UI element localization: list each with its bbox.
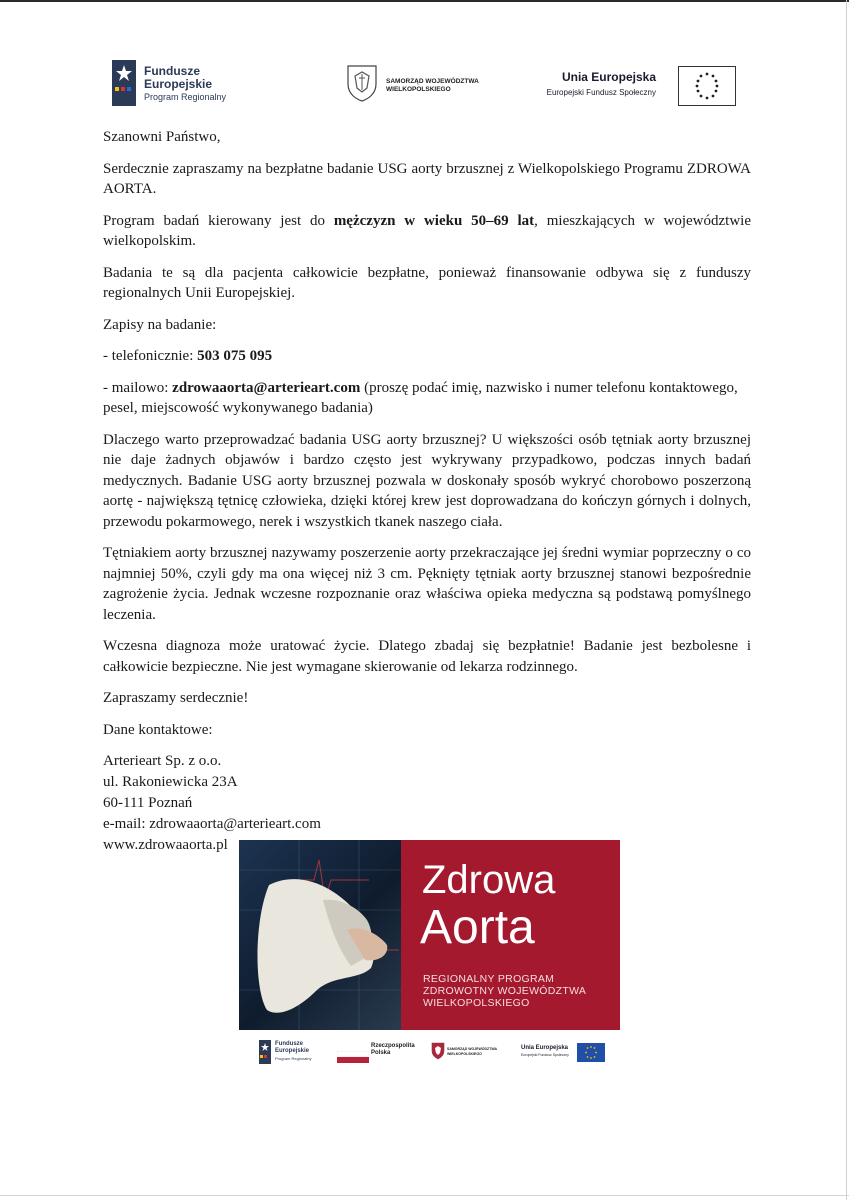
footer-fe3: Program Regionalny xyxy=(275,1056,312,1061)
paragraph-early-diagnosis: Wczesna diagnoza może uratować życie. Dlatego zbadaj się bezpłatnie! Badanie jest bezbolesne i całkowicie bezpieczne. Nie jest wymagane skierowanie od lekarza rodzinnego. xyxy=(103,638,751,675)
footer-fe-text xyxy=(275,1041,311,1062)
paragraph-target-group xyxy=(103,211,751,252)
mail-address-link[interactable]: zdrowaaorta@arterieart.com xyxy=(172,379,361,396)
footer-rp1: Rzeczpospolita xyxy=(371,1043,415,1049)
fe-title-line2: Europejskie xyxy=(144,77,213,91)
paragraph-funding: Badania te są dla pacjenta całkowicie bezpłatne, ponieważ finansowanie odbywa się z funduszy regionalnych Unii Europejskiej. xyxy=(103,264,751,301)
header-logos xyxy=(0,56,849,116)
wlkp-line1: SAMORZĄD WOJEWÓDZTWA xyxy=(386,78,479,85)
ue-subtitle: Europejski Fundusz Społeczny xyxy=(546,88,656,97)
banner-sub-line1: REGIONALNY PROGRAM xyxy=(423,973,555,985)
scan-bottom-edge xyxy=(0,1195,849,1196)
fe-subtitle: Program Regionalny xyxy=(144,92,227,102)
paragraph-registration: Zapisy na badanie: xyxy=(103,316,217,333)
polish-flag-icon xyxy=(337,1051,369,1063)
footer-rp2: Polska xyxy=(371,1050,391,1056)
scan-right-edge xyxy=(846,0,847,1200)
greeting: Szanowni Państwo, xyxy=(103,129,221,145)
letter-body xyxy=(103,127,751,856)
paragraph-closing: Zapraszamy serdecznie! xyxy=(103,690,249,706)
contact-street: ul. Rakoniewicka 23A xyxy=(103,774,238,790)
footer-wl1: SAMORZĄD WOJEWÓDZTWA xyxy=(447,1047,497,1051)
footer-fe2: Europejskie xyxy=(275,1048,310,1054)
registration-phone xyxy=(103,346,751,367)
footer-fe1: Fundusze xyxy=(275,1041,303,1047)
footer-wl2: WIELKOPOLSKIEGO xyxy=(447,1051,482,1056)
footer-ue2: Europejski Fundusz Społeczny xyxy=(521,1053,569,1057)
contact-company: Arterieart Sp. z o.o. xyxy=(103,753,222,769)
wlkp-line2: WIELKOPOLSKIEGO xyxy=(386,86,451,93)
coat-of-arms-icon xyxy=(346,64,378,102)
p2-after: , mieszkających w województwie wielkopolskim. xyxy=(103,212,751,249)
contact-email-link[interactable]: e-mail: zdrowaaorta@arterieart.com xyxy=(103,816,321,832)
mail-note: (proszę podać imię, nazwisko i numer telefonu kontaktowego, pesel, miejscowość wykonywanego badania) xyxy=(103,379,738,416)
paragraph-definition: Tętniakiem aorty brzusznej nazywamy poszerzenie aorty przekraczające jej średni wymiar poprzeczny o co najmniej 50%, czyli gdy ma ona więcej niż 3 cm. Pęknięty tętniak aorty brzusznej stanowi bezpośrednie zagrożenie życia. Jednak wczesne rozpoznanie oraz właściwa opieka medyczna są podstawą pomyślnego leczenia. xyxy=(103,545,751,623)
mail-label: - mailowo: xyxy=(103,379,173,396)
footer-fe-icon xyxy=(259,1040,271,1064)
eu-flag-icon xyxy=(678,66,736,106)
ultrasound-probe-image xyxy=(239,840,401,1030)
footer-ue-text xyxy=(521,1045,569,1059)
banner-title-line2: Aorta xyxy=(420,901,535,954)
footer-ue1: Unia Europejska xyxy=(521,1045,569,1051)
phone-label: - telefonicznie: xyxy=(103,348,198,364)
phone-number[interactable]: 503 075 095 xyxy=(197,348,273,364)
banner-subtitle xyxy=(423,973,586,1009)
paragraph-invitation: Serdecznie zapraszamy na bezpłatne badanie USG aorty brzusznej z Wielkopolskiego Programu ZDROWA AORTA. xyxy=(103,160,751,197)
banner-sub-line2: ZDROWOTNY WOJEWÓDZTWA xyxy=(423,985,587,997)
footer-wl-text xyxy=(447,1047,497,1056)
fe-title-line1: Fundusze xyxy=(144,64,200,78)
paragraph-why: Dlaczego warto przeprowadzać badania USG aorty brzusznej? U większości osób tętniak aorty brzusznej nie daje żadnych objawów i bardzo często jest wykrywany przypadkowo, podczas innych badań medycznych. Badanie USG aorty brzusznej pozwala w doskonały sposób wykryć chorobowo poszerzoną aortę - największą tętnicę człowieka, dzięki której krew jest doprowadzana do kończyn górnych i dolnych, przewodu pokarmowego, nerek i wszystkich tkanek naszego ciała. xyxy=(103,431,751,530)
contact-website-link[interactable]: www.zdrowaaorta.pl xyxy=(103,837,228,853)
p2-before: Program badań kierowany jest do xyxy=(103,212,334,229)
banner-sub-line3: WIELKOPOLSKIEGO xyxy=(423,997,530,1009)
footer-rp-text xyxy=(371,1043,415,1057)
p2-bold: mężczyzn w wieku 50–69 lat xyxy=(333,212,535,229)
contact-city: 60-111 Poznań xyxy=(103,795,193,811)
registration-mail xyxy=(103,378,751,419)
paragraph-contact-heading: Dane kontaktowe: xyxy=(103,721,213,738)
zdrowa-aorta-banner xyxy=(239,840,620,1030)
footer-eu-flag-icon xyxy=(577,1043,605,1062)
ue-title: Unia Europejska xyxy=(561,70,656,84)
banner-title-line1: Zdrowa xyxy=(422,858,556,902)
fundusze-europejskie-icon xyxy=(112,60,136,106)
scan-top-edge xyxy=(0,0,849,2)
footer-logos xyxy=(259,1040,605,1066)
footer-crest-icon xyxy=(431,1042,445,1060)
